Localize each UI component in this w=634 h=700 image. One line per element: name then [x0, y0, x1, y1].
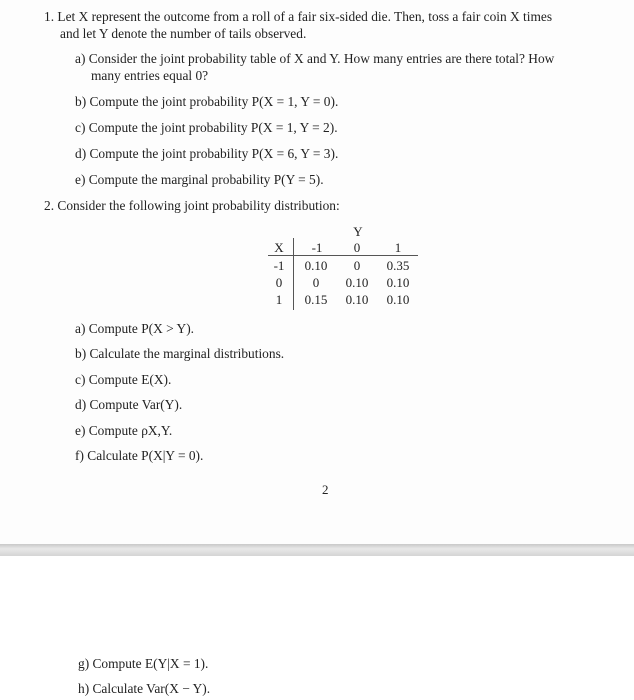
problem2-part-h: h) Calculate Var(X − Y).: [78, 681, 211, 696]
page-bottom: [0, 556, 634, 700]
table-y-label: Y: [353, 224, 363, 239]
problem2-part-e: e) Compute ρX,Y.: [75, 423, 173, 438]
table-horizontal-rule: [268, 255, 418, 256]
table-cell: 0.15: [304, 292, 328, 307]
table-cell: 0.10: [386, 275, 410, 290]
col-header: 0: [353, 240, 361, 255]
problem2-intro: 2. Consider the following joint probability distribution:: [44, 198, 340, 213]
row-header: -1: [273, 258, 285, 273]
row-header: 0: [275, 275, 283, 290]
problem2-part-f: f) Calculate P(X|Y = 0).: [75, 448, 204, 463]
problem2-part-d: d) Compute Var(Y).: [75, 397, 183, 412]
problem1-part-a-line2: many entries equal 0?: [91, 68, 209, 83]
problem2-part-c: c) Compute E(X).: [75, 372, 172, 387]
table-cell: 0.10: [304, 258, 328, 273]
table-cell: 0: [312, 275, 320, 290]
table-cell: 0.10: [345, 275, 369, 290]
problem1-intro-line2: and let Y denote the number of tails observed.: [60, 26, 307, 41]
table-cell: 0.10: [386, 292, 410, 307]
problem2-part-b: b) Calculate the marginal distributions.: [75, 346, 285, 361]
problem1-part-e: e) Compute the marginal probability P(Y = 5).: [75, 172, 324, 187]
page-break-divider: [0, 544, 634, 556]
problem2-part-g: g) Compute E(Y|X = 1).: [78, 656, 209, 671]
table-cell: 0: [353, 258, 361, 273]
problem1-part-b: b) Compute the joint probability P(X = 1, Y = 0).: [75, 94, 339, 109]
table-cell: 0.35: [386, 258, 410, 273]
col-header: 1: [394, 240, 402, 255]
table-x-label: X: [274, 240, 284, 255]
problem1-part-c: c) Compute the joint probability P(X = 1, Y = 2).: [75, 120, 338, 135]
table-cell: 0.10: [345, 292, 369, 307]
problem1-intro-line1: 1. Let X represent the outcome from a roll of a fair six-sided die. Then, toss a fair coin X times: [44, 9, 553, 24]
col-header: -1: [311, 240, 323, 255]
row-header: 1: [275, 292, 283, 307]
table-vertical-rule: [293, 238, 294, 310]
problem1-part-a-line1: a) Consider the joint probability table of X and Y. How many entries are there total? How: [75, 51, 555, 66]
problem2-part-a: a) Compute P(X > Y).: [75, 321, 194, 336]
problem1-part-d: d) Compute the joint probability P(X = 6, Y = 3).: [75, 146, 339, 161]
page-number: 2: [322, 482, 329, 497]
